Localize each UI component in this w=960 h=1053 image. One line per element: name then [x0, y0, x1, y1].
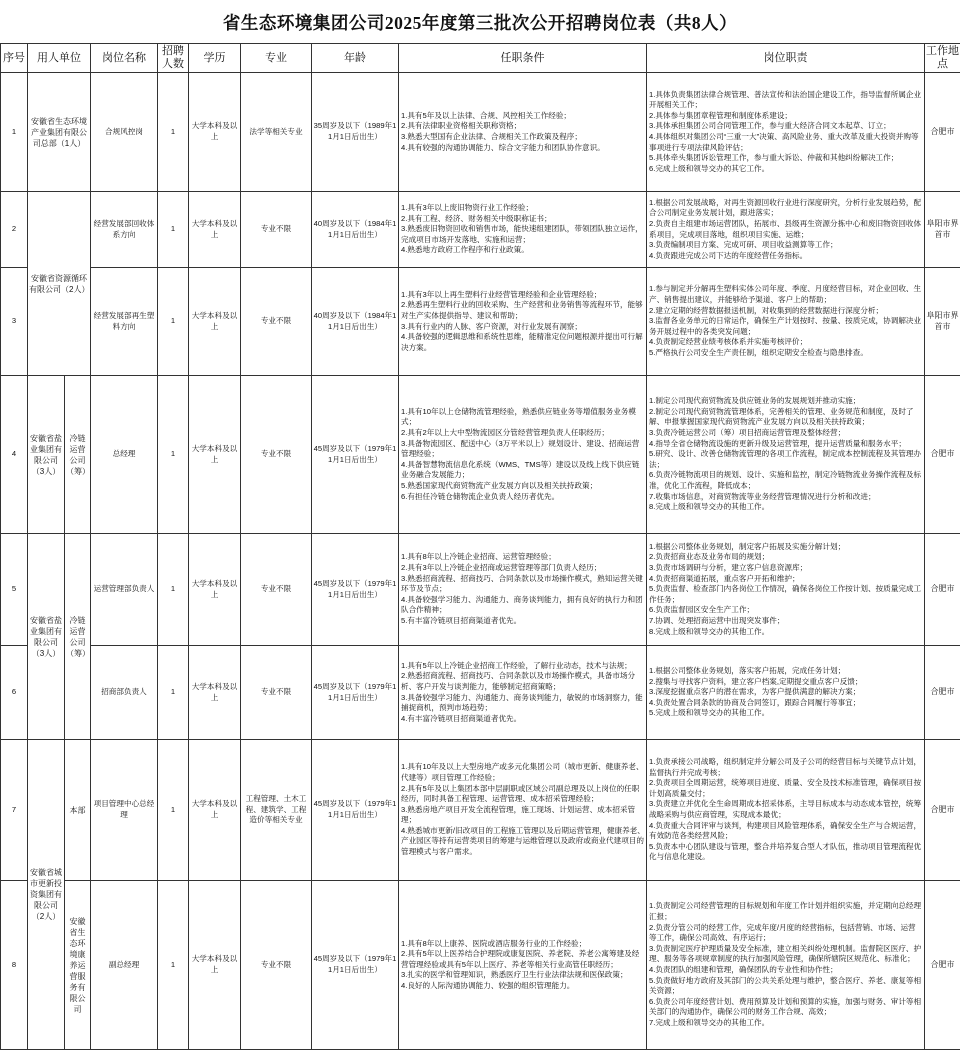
post-cell: 经营发展部再生塑料方向	[91, 268, 158, 376]
location-cell: 合肥市	[925, 376, 960, 534]
duties-cell: 1.负责制定公司经营管理的目标规划和年度工作计划并组织实施，并定期向总经理汇报； 2.负责分管公司的经营工作，完成年度/月度的经营指标，包括营销、市场、运营等工作，确保公司高效、有序运行； 3.负责制定医疗护理质量及安全标准，建立相关纠纷处理机制。监督院区医疗、护理、服务等各项规章制度的执行加强风险管理，确保所辖院区规范化、标准化； 4.负责团队的组建和管理，确保团队的专业性和协作性； 5.负责做好地方政府及其部门的公共关系处理与维护，整合医疗、养老、康复等相关资源； 6.负责公司年度经营计划、费用预算及计划和预算的实施，加强与财务、审计等相关部门的沟通协作，确保公司的财务工作合规、高效； 7.完成上级和领导交办的其他工作。	[647, 881, 925, 1050]
requirements-cell: 1.具有3年以上废旧物资行业工作经验； 2.具有工程、经济、财务相关中级职称证书； 3.熟悉废旧物资回收和销售市场，能快速组建团队，带领团队独立运作，完成项目市场开发落地、实施和运营； 4.熟悉地方政府工作程序和行业政策。	[399, 192, 647, 268]
requirements-cell: 1.具有5年及以上法律、合规、风控相关工作经验； 2.具有法律职业资格相关职称资格； 3.熟悉大型国有企业法律、合规相关工作政策及程序； 4.具有较强的沟通协调能力、综合文字能力和团队协作意识。	[399, 73, 647, 192]
major-cell: 专业不限	[241, 192, 312, 268]
age-cell: 45周岁及以下（1979年11月1日后出生）	[312, 376, 399, 534]
count-cell: 1	[158, 881, 189, 1050]
header-age: 年龄	[312, 44, 399, 73]
edu-cell: 大学本科及以上	[189, 740, 241, 881]
header-major: 专业	[241, 44, 312, 73]
seq-cell: 3	[1, 268, 28, 376]
unit-cell: 安徽省盐业集团有限公司（3人）	[28, 534, 65, 740]
major-cell: 法学等相关专业	[241, 73, 312, 192]
duties-cell: 1.具体负责集团法律合规管理、普法宣传和法治国企建设工作，指导监督所属企业开展相关工作； 2.具体参与集团章程管理和制度体系建设； 3.具体承担集团公司合同管理工作，参与重大经济合同文本起草、订立； 4.具体组织对集团公司“三重一大”决策、高风险业务、重大改革及重大投资并购等事项进行专项法律风险评估； 5.具体牵头集团诉讼管理工作，参与重大诉讼、仲裁和其他纠纷解决工作； 6.完成上级和领导交办的其它工作。	[647, 73, 925, 192]
age-cell: 45周岁及以下（1979年11月1日后出生）	[312, 646, 399, 740]
sub-unit-cell: 本部	[65, 740, 91, 881]
duties-cell: 1.根据公司发展战略，对再生资源回收行业进行深度研究，分析行业发展趋势，配合公司制定业务发展计划，跟进落实； 2.负责自主组建市场运营团队，拓展市、县级再生资源分拣中心和废旧物资回收体系项目，完成项目落地，组织项目实施、运维； 3.负责编制项目方案、完成可研、项目收益测算等工作； 4.负责跟进完成公司下达的年度经营任务指标。	[647, 192, 925, 268]
count-cell: 1	[158, 192, 189, 268]
requirements-cell: 1.具有8年以上冷链企业招商、运营管理经验； 2.具有3年以上冷链企业招商或运营管理等部门负责人经历； 3.熟悉招商流程、招商技巧、合同条款以及市场操作模式，熟知运营关键环节及节点； 4.具备较强学习能力、沟通能力、商务谈判能力，拥有良好的执行力和团队合作精神； 5.有丰富冷链项目招商渠道者优先。	[399, 534, 647, 646]
table-row	[1, 740, 960, 881]
major-cell: 专业不限	[241, 646, 312, 740]
requirements-cell: 1.具有10年及以上大型房地产或多元化集团公司（城市更新、健康养老、代建等）项目管理工作经验； 2.具有5年及以上集团本部中层副职或区域公司副总理及以上岗位的任职经历，同时具备工程管理、运营管理、成本招采管理经验； 3.熟悉房地产项目开发全流程管理，施工现场、计划运营、成本招采管理； 4.熟悉城市更新/旧改项目的工程施工管理以及后期运营管理，健康养老、产业园区等持有运营类项目的筹建与运维管理以及政府或商业代建项目的管理模式与客户需求。	[399, 740, 647, 881]
seq-cell: 2	[1, 192, 28, 268]
edu-cell: 大学本科及以上	[189, 376, 241, 534]
seq-cell: 7	[1, 740, 28, 881]
sub-unit-cell: 安徽省生态环境康养运营服务有限公司	[65, 881, 91, 1050]
age-cell: 35周岁及以下（1989年11月1日后出生）	[312, 73, 399, 192]
recruitment-table	[0, 43, 960, 1050]
count-cell: 1	[158, 740, 189, 881]
duties-cell: 1.参与制定并分解再生塑料实体公司年度、季度、月度经营目标，对企业回收、生产、销售提出建议，并能够给予渠道、客户上的帮助； 2.建立定期的经营数据报送机制，对收集到的经营数据进行深度分析； 3.监督各业务单元的日常运作，确保生产计划按时、按量、按质完成，协调解决业务开展过程中的各类突发问题； 4.负责制定经营业绩考核体系并实施考核评价； 5.严格执行公司安全生产责任制，组织定期安全检查与隐患排查。	[647, 268, 925, 376]
unit-cell: 安徽省盐业集团有限公司（3人）	[28, 376, 65, 534]
seq-cell: 1	[1, 73, 28, 192]
requirements-cell: 1.具有8年以上康养、医院或酒店服务行业的工作经验； 2.具有5年以上医养结合护理院或康复医院、养老院、养老公寓筹建及经营管理经验或具有5年以上医疗、养老等相关行业高管任职经历； 3.扎实的医学和管理知识，熟悉医疗卫生行业法律法规和医保政策； 4.良好的人际沟通协调能力、较强的组织管理能力。	[399, 881, 647, 1050]
post-cell: 副总经理	[91, 881, 158, 1050]
location-cell: 合肥市	[925, 740, 960, 881]
age-cell: 45周岁及以下（1979年11月1日后出生）	[312, 534, 399, 646]
major-cell: 专业不限	[241, 881, 312, 1050]
unit-cell: 安徽省生态环境产业集团有限公司总部（1人）	[28, 73, 91, 192]
location-cell: 合肥市	[925, 73, 960, 192]
seq-cell: 8	[1, 881, 28, 1050]
header-requirements: 任职条件	[399, 44, 647, 73]
header-row	[1, 44, 960, 73]
location-cell: 阜阳市界首市	[925, 268, 960, 376]
table-row	[1, 268, 960, 376]
sub-unit-cell: 冷链运营公司（筹）	[65, 376, 91, 534]
duties-cell: 1.制定公司现代商贸物流及供应链业务的发展规划并推动实施； 2.制定公司现代商贸物流管理体系，完善相关的管理、业务规范和制度，及时了解、申报掌握国家现代商贸物流产业发展方向以及相关扶持政策； 3.负责冷链运营公司（筹）项目招商运营管理及整体经营； 4.指导全省仓储物流设施的更新升级及运营管理，提升运营质量和服务水平； 5.研究、设计、改善仓储物流管理的各项工作流程，制定成本控制流程及其管理办法； 6.负责冷链物流项目的规划、设计、实施和监控，制定冷链物流业务操作流程及标准，优化工作流程，降低成本； 7.收集市场信息，对商贸物流等业务经营管理情况进行分析和改进； 8.完成上级和领导交办的其他工作。	[647, 376, 925, 534]
edu-cell: 大学本科及以上	[189, 646, 241, 740]
table-row	[1, 646, 960, 740]
major-cell: 专业不限	[241, 534, 312, 646]
duties-cell: 1.根据公司整体业务规划，制定客户拓展及实施分解计划； 2.负责招商业态及业务布局的规划； 3.负责市场调研与分析，建立客户信息资源库； 4.负责招商渠道拓展，重点客户开拓和维护； 5.负责监督、检查部门内各岗位工作情况，确保各岗位工作按计划、按质量完成工作任务； 6.负责监督园区安全生产工作； 7.协调、处理招商运营中出现突发事件； 8.完成上级和领导交办的其他工作。	[647, 534, 925, 646]
post-cell: 总经理	[91, 376, 158, 534]
header-unit: 用人单位	[28, 44, 91, 73]
age-cell: 45周岁及以下（1979年11月1日后出生）	[312, 740, 399, 881]
table-row	[1, 73, 960, 192]
count-cell: 1	[158, 646, 189, 740]
location-cell: 合肥市	[925, 534, 960, 646]
header-count: 招聘人数	[158, 44, 189, 73]
duties-cell: 1.负责承接公司战略，组织制定并分解公司及子公司的经营目标与关键节点计划，监督执行并完成考核； 2.负责项目全周期运营，统筹项目进度、质量、安全及技术标准管理，确保项目按计划高质量交付； 3.负责建立并优化全生命周期成本招采体系，主导目标成本与动态成本管控，统筹战略采购与供应商管理，实现成本最优； 4.负责重大合同评审与谈判，构建项目风险管理体系，确保安全生产与合规运营，有效防范各类经营风险； 5.负责本中心团队建设与管理，整合并培养复合型人才队伍，推动项目管理流程优化与信息化建设。	[647, 740, 925, 881]
requirements-cell: 1.具有3年以上再生塑料行业经营管理经验和企业管理经验； 2.熟悉再生塑料行业的回收采购、生产经营和业务销售等流程环节，能够对生产实体提供指导、建议和帮助； 3.具有行业内的人脉、客户资源，对行业发展有洞察； 4.具备较强的逻辑思维和系统性思维，能精准定位问题根源并提出可行解决方案。	[399, 268, 647, 376]
edu-cell: 大学本科及以上	[189, 268, 241, 376]
post-cell: 经营发展部回收体系方向	[91, 192, 158, 268]
header-edu: 学历	[189, 44, 241, 73]
table-row	[1, 534, 960, 646]
edu-cell: 大学本科及以上	[189, 73, 241, 192]
sub-unit-cell: 冷链运营公司（筹）	[65, 534, 91, 740]
table-row	[1, 881, 960, 1050]
age-cell: 40周岁及以下（1984年11月1日后出生）	[312, 192, 399, 268]
location-cell: 合肥市	[925, 881, 960, 1050]
age-cell: 40周岁及以下（1984年11月1日后出生）	[312, 268, 399, 376]
requirements-cell: 1.具有5年以上冷链企业招商工作经验，了解行业动态，技术与法规； 2.熟悉招商流程、招商技巧、合同条款以及市场操作模式，具备市场分析、客户开发与谈判能力，能够制定招商策略； 3.具备较强学习能力、沟通能力、商务谈判能力，敏锐的市场洞察力，能捕捉商机，预判市场趋势； 4.有丰富冷链项目招商渠道者优先。	[399, 646, 647, 740]
seq-cell: 4	[1, 376, 28, 534]
location-cell: 阜阳市界首市	[925, 192, 960, 268]
major-cell: 专业不限	[241, 268, 312, 376]
header-post: 岗位名称	[91, 44, 158, 73]
requirements-cell: 1.具有10年以上仓储物流管理经验，熟悉供应链业务等增值服务业务模式； 2.具有2年以上大中型物流园区分管经营管理负责人任职经历； 3.具备物流园区、配送中心（3万平米以上）规划设计、建设、招商运营管理经验； 4.具备智慧物流信息化系统（WMS、TMS等）建设以及线上线下供应链业务融合发展能力； 5.熟悉国家现代商贸物流产业发展方向以及相关扶持政策； 6.有担任冷链仓储物流企业负责人经历者优先。	[399, 376, 647, 534]
edu-cell: 大学本科及以上	[189, 881, 241, 1050]
count-cell: 1	[158, 376, 189, 534]
major-cell: 工程管理、土木工程、建筑学、工程造价等相关专业	[241, 740, 312, 881]
edu-cell: 大学本科及以上	[189, 534, 241, 646]
unit-cell: 安徽省城市更新投资集团有限公司（2人）	[28, 740, 65, 1050]
age-cell: 45周岁及以下（1979年11月1日后出生）	[312, 881, 399, 1050]
post-cell: 合规风控岗	[91, 73, 158, 192]
count-cell: 1	[158, 268, 189, 376]
major-cell: 专业不限	[241, 376, 312, 534]
post-cell: 招商部负责人	[91, 646, 158, 740]
duties-cell: 1.根据公司整体业务规划，落实客户拓展，完成任务计划； 2.搜集与寻找客户资料，建立客户档案,定期提交重点客户反馈； 3.深度挖掘重点客户的潜在需求，为客户提供满意的解决方案； 4.负责处置合同条款的协商及合同签订，跟踪合同履行等事宜； 5.完成上级和领导交办的其他工作。	[647, 646, 925, 740]
edu-cell: 大学本科及以上	[189, 192, 241, 268]
table-row	[1, 192, 960, 268]
header-location: 工作地点	[925, 44, 960, 73]
table-row	[1, 376, 960, 534]
header-seq: 序号	[1, 44, 28, 73]
unit-cell: 安徽省资源循环有限公司（2人）	[28, 192, 91, 376]
post-cell: 项目管理中心总经理	[91, 740, 158, 881]
seq-cell: 6	[1, 646, 28, 740]
count-cell: 1	[158, 534, 189, 646]
count-cell: 1	[158, 73, 189, 192]
page-title: 省生态环境集团公司2025年度第三批次公开招聘岗位表（共8人）	[222, 13, 738, 33]
location-cell: 合肥市	[925, 646, 960, 740]
post-cell: 运营管理部负责人	[91, 534, 158, 646]
seq-cell: 5	[1, 534, 28, 646]
header-duties: 岗位职责	[647, 44, 925, 73]
